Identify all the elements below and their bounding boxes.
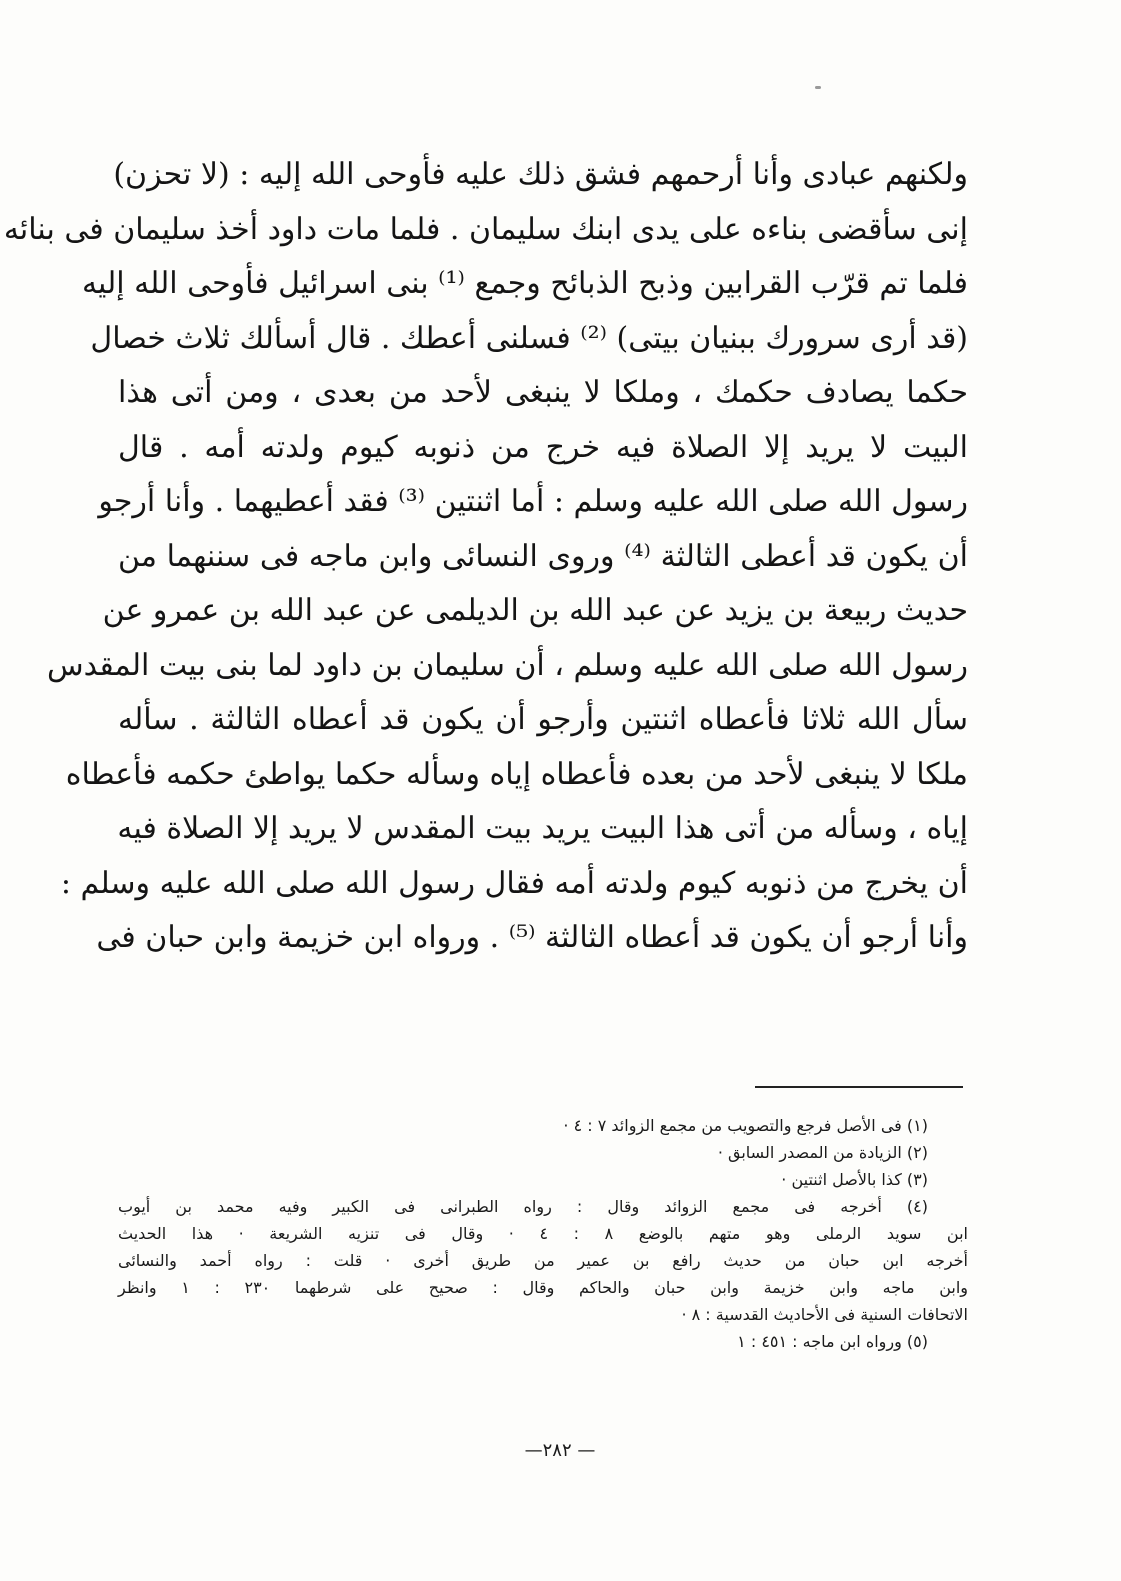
text-line: حكما يصادف حكمك ، وملكا لا ينبغى لأحد من بعدى ، ومن أتى هذا xyxy=(118,375,968,410)
text-line: ملكا لا ينبغى لأحد من بعده فأعطاه إياه وسأله حكما يواطئ حكمه فأعطاه xyxy=(65,756,968,792)
text-line: أن يكون قد أعطى الثالثة ⁽⁴⁾ وروى النسائى وابن ماجه فى سننهما من xyxy=(118,538,968,574)
footnote-line: ابن سويد الرملى وهو متهم بالوضع ٨ : ٤ · وقال فى تنزيه الشريعة · هذا الحديث xyxy=(118,1224,968,1243)
text-line: ولكنهم عبادى وأنا أرحمهم فشق ذلك عليه فأوحى الله إليه : (لا تحزن) xyxy=(113,157,968,192)
footnote-line: الاتحافات السنية فى الأحاديث القدسية : ٨ · xyxy=(681,1305,968,1324)
text-line: سأل الله ثلاثا فأعطاه اثنتين وأرجو أن يكون قد أعطاه الثالثة . سأله xyxy=(118,702,968,737)
footnote-line: (٤) أخرجه فى مجمع الزوائد وقال : رواه الطبرانى فى الكبير وفيه محمد بن أيوب xyxy=(118,1197,928,1216)
text-line: فلما تم قرّب القرابين وذبح الذبائح وجمع ⁽¹⁾ بنى اسرائيل فأوحى الله إليه xyxy=(81,266,968,301)
text-line: حديث ربيعة بن يزيد عن عبد الله بن الديلمى عن عبد الله بن عمرو عن xyxy=(102,593,968,628)
footnote-line: (٥) ورواه ابن ماجه : ٤٥١ : ١ xyxy=(737,1332,928,1351)
text-line: أن يخرج من ذنوبه كيوم ولدته أمه فقال رسول الله صلى الله عليه وسلم : xyxy=(60,865,968,901)
text-line: رسول الله صلى الله عليه وسلم : أما اثنتين ⁽³⁾ فقد أعطيهما . وأنا أرجو xyxy=(98,484,968,519)
footnotes xyxy=(118,1112,968,1355)
text-line: البيت لا يريد إلا الصلاة فيه خرج من ذنوبه كيوم ولدته أمه . قال xyxy=(118,429,968,465)
text-line: وأنا أرجو أن يكون قد أعطاه الثالثة ⁽⁵⁾ . ورواه ابن خزيمة وابن حبان فى xyxy=(96,920,968,955)
main-text xyxy=(3,148,968,966)
footnote-line: (٣) كذا بالأصل اثنتين · xyxy=(781,1170,928,1189)
text-line: (قد أرى سرورك ببنيان بيتى) ⁽²⁾ فسلنى أعطك . قال أسألك ثلاث خصال xyxy=(90,320,968,356)
text-line: إياه ، وسأله من أتى هذا البيت يريد بيت المقدس لا يريد إلا الصلاة فيه xyxy=(117,811,968,846)
text-line: إنى سأقضى بناءه على يدى ابنك سليمان . فلما مات داود أخذ سليمان فى بنائه xyxy=(3,211,968,247)
footnote-line: (١) فى الأصل فرجع والتصويب من مجمع الزوائد ٧ : ٤ · xyxy=(563,1116,928,1135)
paper-speck xyxy=(815,86,821,89)
footnote-divider xyxy=(755,1086,963,1088)
page-number: — ٢٨٢— xyxy=(524,1440,596,1461)
text-line: رسول الله صلى الله عليه وسلم ، أن سليمان بن داود لما بنى بيت المقدس xyxy=(47,647,968,683)
footnote-line: (٢) الزيادة من المصدر السابق · xyxy=(717,1143,928,1162)
footnote-line: أخرجه ابن حبان من حديث رافع بن عمير من طريق أخرى · قلت : رواه أحمد والنسائى xyxy=(118,1251,968,1270)
footnote-line: وابن ماجه وابن خزيمة وابن حبان والحاكم وقال : صحيح على شرطهما ٢٣٠ : ١ وانظر xyxy=(118,1278,969,1297)
